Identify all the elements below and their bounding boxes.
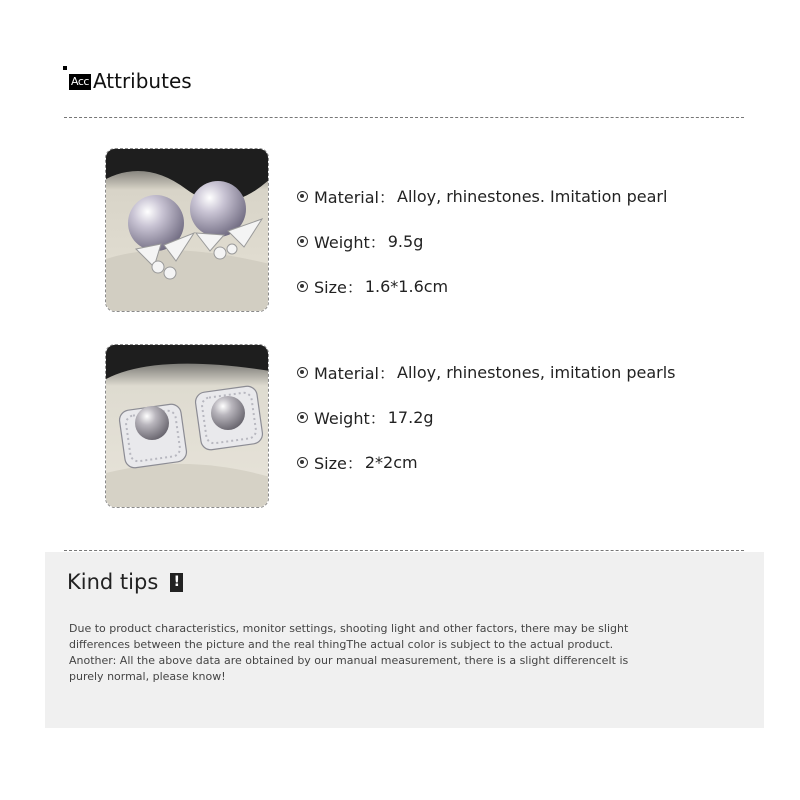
kind-tips-panel [45, 552, 764, 728]
spec-material [297, 185, 667, 208]
spec-weight [297, 230, 423, 253]
attributes-tag: Acc [71, 75, 89, 88]
bullet-icon [297, 412, 308, 423]
spec-label: Weight： [314, 233, 386, 252]
spec-value: 2*2cm [364, 453, 418, 472]
divider-top [64, 117, 744, 118]
spec-value: 1.6*1.6cm [364, 277, 449, 296]
product-1-photo [105, 148, 269, 312]
bullet-icon [297, 191, 308, 202]
spec-weight [297, 406, 434, 429]
spec-label: Size： [314, 278, 363, 297]
spec-value: 17.2g [387, 408, 434, 427]
kind-tips-body: Due to product characteristics, monitor settings, shooting light and other factors, there may be slight differences between the picture and the real thingThe actual color is subject to the actual product. Another: All the above data are obtained by our manual measurement, there is a slight differenceIt is purely normal, please know! [69, 622, 629, 683]
attributes-title: Attributes [92, 69, 192, 93]
spec-material [297, 361, 676, 384]
spec-label: Weight： [314, 409, 386, 428]
bullet-icon [297, 457, 308, 468]
spec-value: Alloy, rhinestones. Imitation pearl [397, 187, 668, 206]
bullet-icon [297, 367, 308, 378]
spec-size [297, 451, 418, 474]
spec-value: 9.5g [387, 232, 424, 251]
kind-tips-title: Kind tips [67, 570, 159, 594]
bullet-icon [297, 236, 308, 247]
exclamation-icon: ! [170, 573, 183, 592]
corner-dot [63, 66, 67, 70]
spec-label: Material： [314, 364, 396, 383]
product-2-photo [105, 344, 269, 508]
spec-value: Alloy, rhinestones, imitation pearls [397, 363, 676, 382]
bullet-icon [297, 281, 308, 292]
attributes-header [63, 64, 192, 98]
spec-label: Size： [314, 454, 363, 473]
spec-label: Material： [314, 188, 396, 207]
divider-bottom [64, 550, 744, 551]
spec-size [297, 275, 448, 298]
kind-tips-heading [67, 570, 183, 594]
